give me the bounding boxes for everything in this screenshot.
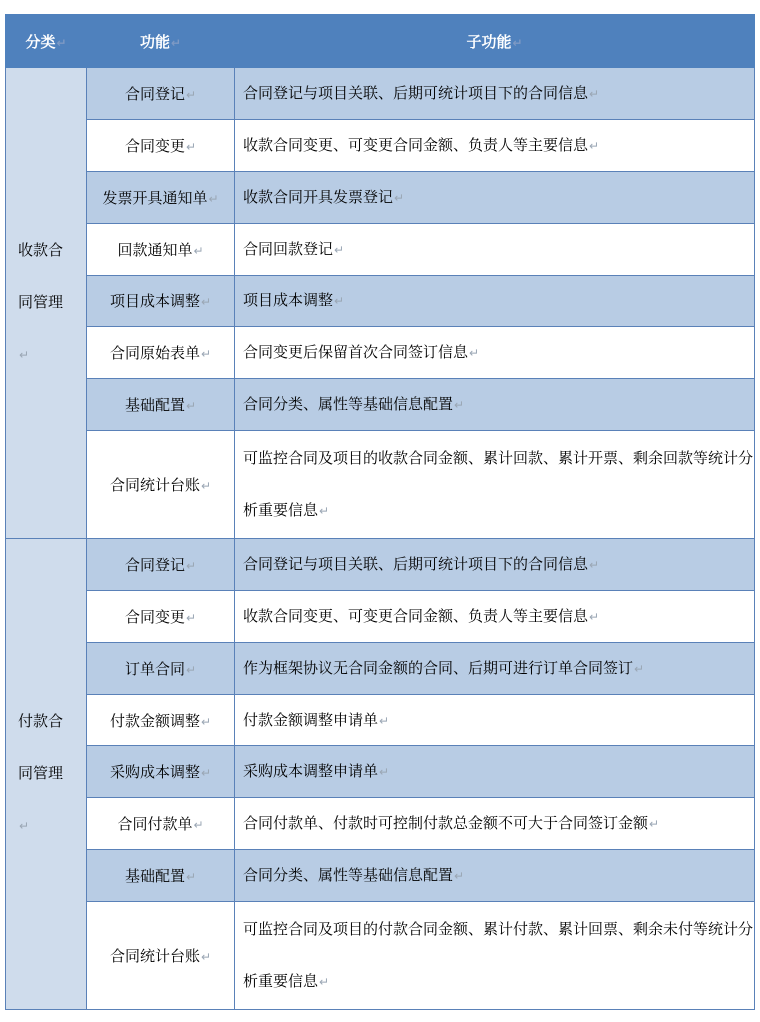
subfunction-text: 收款合同变更、可变更合同金额、负责人等主要信息: [243, 135, 589, 154]
table-row: [6, 538, 755, 590]
subfunction-text: 可监控合同及项目的收款合同金额、累计回款、累计开票、剩余回款等统计分析重要信息: [243, 449, 754, 520]
subfunction-cell: 合同分类、属性等基础信息配置↵: [235, 379, 755, 431]
function-label: 合同登记: [124, 555, 185, 574]
function-label: 基础配置: [124, 867, 185, 886]
function-cell: 付款金额调整↵: [87, 694, 235, 746]
subfunction-cell: 合同分类、属性等基础信息配置↵: [235, 850, 755, 902]
subfunction-text: 合同分类、属性等基础信息配置: [243, 395, 454, 414]
subfunction-text: 合同变更后保留首次合同签订信息: [243, 343, 469, 362]
function-label: 订单合同: [124, 659, 185, 678]
contract-function-table: [5, 14, 755, 1010]
function-label: 发票开具通知单: [102, 188, 208, 207]
subfunction-cell: 采购成本调整申请单↵: [235, 746, 755, 798]
function-cell: 合同付款单↵: [87, 798, 235, 850]
function-label: 合同变更: [124, 607, 185, 626]
subfunction-text: 可监控合同及项目的付款合同金额、累计付款、累计回票、剩余未付等统计分析重要信息: [243, 920, 754, 991]
function-label: 基础配置: [124, 396, 185, 415]
receivable-category-cell: 收款合同管理↵: [6, 68, 87, 539]
table-row: [6, 275, 755, 327]
table-row: [6, 431, 755, 539]
table-row: [6, 590, 755, 642]
table-row: [6, 694, 755, 746]
function-label: 付款金额调整: [109, 711, 200, 730]
function-cell: 订单合同↵: [87, 642, 235, 694]
subfunction-text: 收款合同变更、可变更合同金额、负责人等主要信息: [243, 606, 589, 625]
subfunction-text: 合同分类、属性等基础信息配置: [243, 866, 454, 885]
table-row: [6, 68, 755, 120]
table-row: [6, 223, 755, 275]
subfunction-cell: 可监控合同及项目的收款合同金额、累计回款、累计开票、剩余回款等统计分析重要信息↵: [235, 431, 755, 539]
header-row: [6, 15, 755, 68]
subfunction-text: 合同登记与项目关联、后期可统计项目下的合同信息: [243, 83, 589, 102]
table-row: [6, 379, 755, 431]
function-cell: 合同统计台账↵: [87, 431, 235, 539]
subfunction-text: 项目成本调整: [243, 291, 334, 310]
header-subfunction: 子功能↵: [235, 15, 755, 68]
function-label: 合同统计台账: [109, 947, 200, 966]
function-label: 合同付款单: [117, 815, 193, 834]
function-label: 回款通知单: [117, 240, 193, 259]
subfunction-text: 收款合同开具发票登记: [243, 187, 394, 206]
subfunction-cell: 付款金额调整申请单↵: [235, 694, 755, 746]
subfunction-text: 作为框架协议无合同金额的合同、后期可进行订单合同签订: [243, 658, 634, 677]
subfunction-text: 付款金额调整申请单: [243, 710, 379, 729]
payable-category-cell: 付款合同管理↵: [6, 538, 87, 1009]
subfunction-cell: 合同登记与项目关联、后期可统计项目下的合同信息↵: [235, 538, 755, 590]
subfunction-cell: 可监控合同及项目的付款合同金额、累计付款、累计回票、剩余未付等统计分析重要信息↵: [235, 902, 755, 1010]
subfunction-cell: 合同回款登记↵: [235, 223, 755, 275]
function-label: 合同原始表单: [109, 344, 200, 363]
function-label: 采购成本调整: [109, 763, 200, 782]
function-cell: 采购成本调整↵: [87, 746, 235, 798]
function-cell: 发票开具通知单↵: [87, 171, 235, 223]
function-cell: 合同变更↵: [87, 119, 235, 171]
subfunction-cell: 合同变更后保留首次合同签订信息↵: [235, 327, 755, 379]
function-cell: 合同登记↵: [87, 68, 235, 120]
category-label: 付款合同管理: [18, 712, 64, 783]
function-label: 合同变更: [124, 136, 185, 155]
table-row: [6, 850, 755, 902]
subfunction-cell: 合同登记与项目关联、后期可统计项目下的合同信息↵: [235, 68, 755, 120]
function-cell: 合同原始表单↵: [87, 327, 235, 379]
function-label: 合同统计台账: [109, 476, 200, 495]
function-cell: 合同登记↵: [87, 538, 235, 590]
header-function: 功能↵: [87, 15, 235, 68]
function-label: 项目成本调整: [109, 292, 200, 311]
table-body: [6, 68, 755, 1010]
table-row: [6, 902, 755, 1010]
table-row: [6, 642, 755, 694]
function-cell: 基础配置↵: [87, 379, 235, 431]
subfunction-text: 合同付款单、付款时可控制付款总金额不可大于合同签订金额: [243, 814, 649, 833]
table-row: [6, 746, 755, 798]
function-label: 合同登记: [124, 84, 185, 103]
table-row: [6, 171, 755, 223]
table-row: [6, 119, 755, 171]
category-label: 收款合同管理: [18, 241, 64, 312]
subfunction-cell: 合同付款单、付款时可控制付款总金额不可大于合同签订金额↵: [235, 798, 755, 850]
function-cell: 回款通知单↵: [87, 223, 235, 275]
table-row: [6, 327, 755, 379]
function-cell: 合同统计台账↵: [87, 902, 235, 1010]
function-cell: 项目成本调整↵: [87, 275, 235, 327]
header-category: 分类↵: [6, 15, 87, 68]
subfunction-cell: 收款合同变更、可变更合同金额、负责人等主要信息↵: [235, 590, 755, 642]
table-row: [6, 798, 755, 850]
subfunction-cell: 作为框架协议无合同金额的合同、后期可进行订单合同签订↵: [235, 642, 755, 694]
subfunction-text: 合同登记与项目关联、后期可统计项目下的合同信息: [243, 554, 589, 573]
subfunction-text: 合同回款登记: [243, 239, 334, 258]
function-cell: 基础配置↵: [87, 850, 235, 902]
subfunction-text: 采购成本调整申请单: [243, 762, 379, 781]
subfunction-cell: 项目成本调整↵: [235, 275, 755, 327]
subfunction-cell: 收款合同变更、可变更合同金额、负责人等主要信息↵: [235, 119, 755, 171]
function-cell: 合同变更↵: [87, 590, 235, 642]
subfunction-cell: 收款合同开具发票登记↵: [235, 171, 755, 223]
